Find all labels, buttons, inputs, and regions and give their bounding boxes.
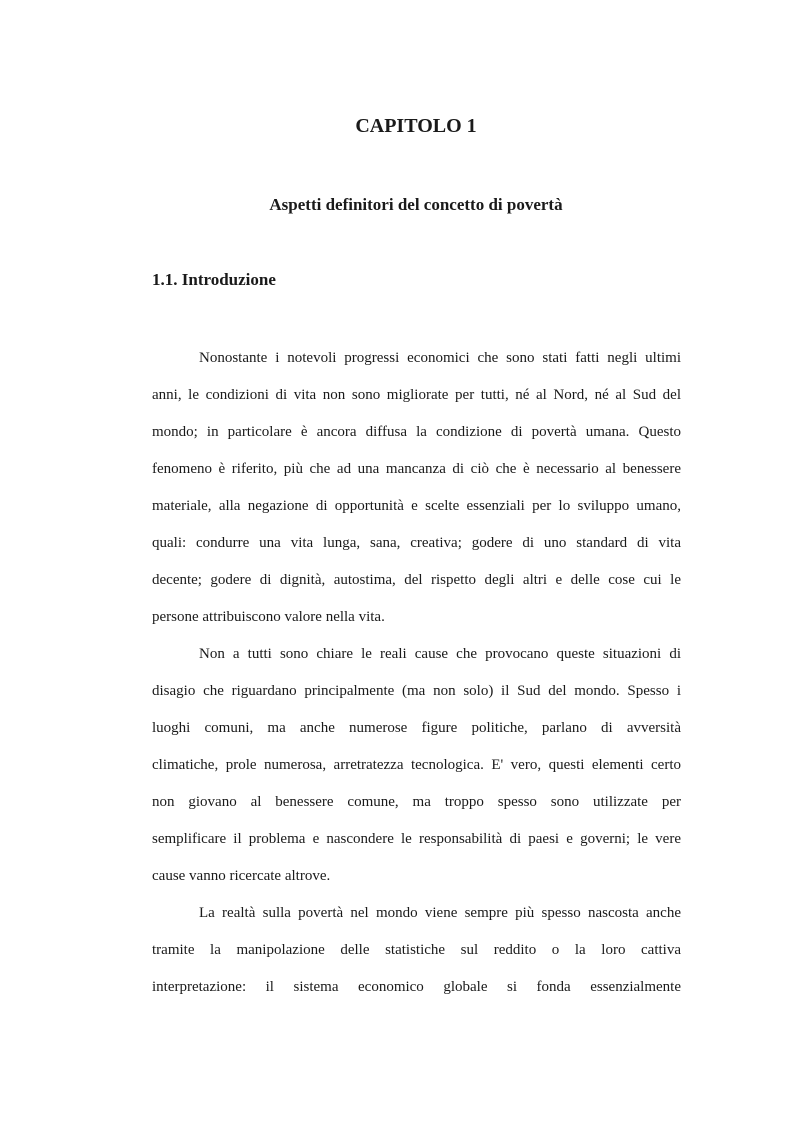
chapter-title: CAPITOLO 1 <box>355 115 477 137</box>
text-line: quali: condurre una vita lunga, sana, creativa; godere di uno standard di vita <box>152 535 681 551</box>
text-line: materiale, alla negazione di opportunità e scelte essenziali per lo sviluppo umano, <box>152 498 681 514</box>
text-line: persone attribuiscono valore nella vita. <box>152 609 385 625</box>
text-line: climatiche, prole numerosa, arretratezza tecnologica. E' vero, questi elementi certo <box>152 757 681 773</box>
section-title: 1.1. Introduzione <box>152 270 276 289</box>
text-line: decente; godere di dignità, autostima, del rispetto degli altri e delle cose cui le <box>152 572 681 588</box>
text-line: La realtà sulla povertà nel mondo viene sempre più spesso nascosta anche <box>199 905 681 921</box>
text-line: interpretazione: il sistema economico globale si fonda essenzialmente <box>152 979 681 995</box>
text-line: tramite la manipolazione delle statistiche sul reddito o la loro cattiva <box>152 942 681 958</box>
text-line: mondo; in particolare è ancora diffusa la condizione di povertà umana. Questo <box>152 424 681 440</box>
text-line: anni, le condizioni di vita non sono migliorate per tutti, né al Nord, né al Sud del <box>152 387 681 403</box>
text-line: fenomeno è riferito, più che ad una mancanza di ciò che è necessario al benessere <box>152 461 681 477</box>
text-line: semplificare il problema e nascondere le responsabilità di paesi e governi; le vere <box>152 831 681 847</box>
text-line: non giovano al benessere comune, ma troppo spesso sono utilizzate per <box>152 794 681 810</box>
text-line: luoghi comuni, ma anche numerose figure politiche, parlano di avversità <box>152 720 681 736</box>
chapter-subtitle: Aspetti definitori del concetto di povertà <box>269 195 563 214</box>
text-line: Nonostante i notevoli progressi economici che sono stati fatti negli ultimi <box>199 350 681 366</box>
text-line: disagio che riguardano principalmente (ma non solo) il Sud del mondo. Spesso i <box>152 683 681 699</box>
text-line: cause vanno ricercate altrove. <box>152 868 331 884</box>
text-line: Non a tutti sono chiare le reali cause che provocano queste situazioni di <box>199 646 681 662</box>
body-text <box>152 340 681 1006</box>
